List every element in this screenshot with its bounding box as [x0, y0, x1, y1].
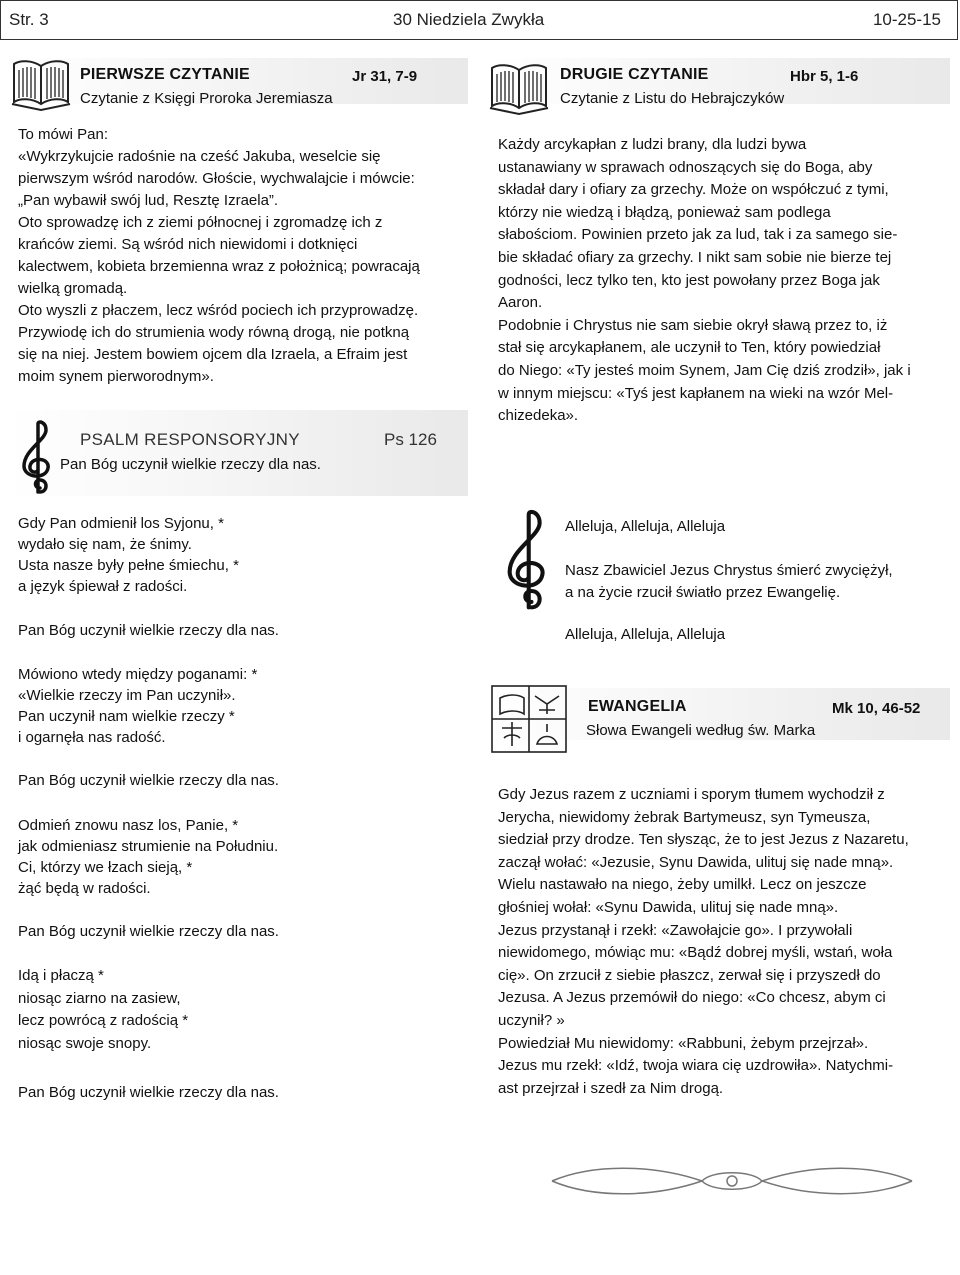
text-line: niosąc ziarno na zasiew,: [18, 989, 181, 1007]
alleluia-verse: a na życie rzucił światło przez Ewangelię.: [565, 584, 841, 601]
text-line: Usta nasze były pełne śmiechu, *: [18, 557, 239, 574]
text-line: niosąc swoje snopy.: [18, 1034, 152, 1052]
page-date: 10-25-15: [872, 10, 941, 29]
text-line: godności, lecz tylko ten, kto jest powołany przez Boga jak: [498, 271, 880, 289]
text-line: bie składać ofiary za grzechy. I nikt sam sobie nie bierze tej: [498, 248, 892, 266]
text-line: zaczął wołać: «Jezusie, Synu Dawida, ulituj się nade mną».: [498, 853, 894, 871]
psalm-reference: Ps 126: [384, 430, 437, 449]
ornament-divider-icon: [532, 1162, 932, 1200]
text-line: «Wykrzykujcie radośnie na cześć Jakuba, weselcie się: [18, 148, 381, 165]
first-reading-reference: Jr 31, 7-9: [352, 68, 418, 85]
text-line: Idą i płaczą *: [18, 967, 104, 984]
page-number: Str. 3: [9, 10, 49, 29]
gospel-reference: Mk 10, 46-52: [832, 700, 921, 717]
text-line: moim synem pierworodnym».: [18, 368, 214, 385]
text-line: i ogarnęła nas radość.: [18, 729, 166, 746]
text-line: Gdy Jezus razem z uczniami i sporym tłumem wychodził z: [498, 786, 885, 803]
psalm-stanza: [18, 815, 278, 899]
psalm-refrain: Pan Bóg uczynił wielkie rzeczy dla nas.: [18, 1084, 279, 1101]
gospel-subtitle: Słowa Ewangeli według św. Marka: [586, 722, 816, 739]
text-line: ast przejrzał i szedł za Nim drogą.: [498, 1079, 724, 1097]
sunday-name: 30 Niedziela Zwykła: [393, 10, 545, 29]
first-reading-subtitle: Czytanie z Księgi Proroka Jeremiasza: [80, 90, 333, 107]
text-line: Oto sprowadzę ich z ziemi północnej i zgromadzę ich z: [18, 214, 383, 231]
treble-clef-icon: [496, 506, 556, 616]
text-line: Jezusa. A Jezus przemówił do niego: «Co chcesz, abym ci: [498, 989, 886, 1007]
text-line: a język śpiewał z radości.: [18, 578, 188, 595]
text-line: krańców ziemi. Są wśród nich niewidomi i dotknięci: [18, 236, 358, 253]
gospel-symbols-icon: [490, 684, 568, 754]
text-line: Aaron.: [498, 294, 543, 312]
psalm-title: PSALM RESPONSORYJNY: [80, 430, 300, 449]
text-line: Jerycha, niewidomy żebrak Bartymeusz, syn Tymeusza,: [498, 808, 871, 826]
second-reading-text: [498, 134, 953, 428]
text-line: którzy nie wiedzą i błądzą, ponieważ sam podlega: [498, 203, 831, 221]
second-reading-reference: Hbr 5, 1-6: [790, 68, 859, 85]
text-line: uczynił? »: [498, 1011, 565, 1029]
text-line: Pan uczynił nam wielkie rzeczy *: [18, 708, 235, 725]
text-line: wielką gromadą.: [18, 280, 128, 297]
text-line: To mówi Pan:: [18, 126, 109, 143]
text-line: się na niej. Jestem bowiem ojcem dla Izraela, a Efraim jest: [18, 346, 408, 363]
psalm-header: [10, 410, 468, 496]
text-line: niewidomego, mówiąc mu: «Bądź dobrej myśli, wstań, woła: [498, 944, 893, 962]
text-line: do Niego: «Ty jesteś moim Synem, Jam Cię dziś zrodził», jak i: [498, 361, 911, 379]
text-line: Wielu nastawało na niego, żeby umilkł. Lecz on jeszcze: [498, 876, 867, 894]
text-line: chizedeka».: [498, 407, 579, 425]
text-line: pierwszym wśród narodów. Głoście, wychwalajcie i mówcie:: [18, 170, 415, 187]
text-line: kalectwem, kobieta brzemienna wraz z położnicą; powracają: [18, 258, 420, 275]
text-line: głośniej wołał: «Synu Dawida, ulituj się nade mną».: [498, 898, 839, 916]
text-line: jak odmieniasz strumienie na Południu.: [18, 838, 279, 855]
text-line: Gdy Pan odmienił los Syjonu, *: [18, 515, 224, 532]
text-line: żąć będą w radości.: [18, 880, 151, 897]
text-line: w innym miejscu: «Tyś jest kapłanem na wieki na wzór Mel-: [498, 384, 894, 402]
text-line: cię». On zrzucił z siebie płaszcz, zerwał się i przyszedł do: [498, 966, 881, 984]
psalm-response: Pan Bóg uczynił wielkie rzeczy dla nas.: [60, 456, 321, 473]
psalm-stanza: [18, 513, 239, 597]
text-line: Oto wyszli z płaczem, lecz wśród pociech ich przyprowadzę.: [18, 302, 419, 319]
text-line: Odmień znowu nasz los, Panie, *: [18, 817, 239, 834]
psalm-refrain: Pan Bóg uczynił wielkie rzeczy dla nas.: [18, 622, 279, 639]
second-reading-subtitle: Czytanie z Listu do Hebrajczyków: [560, 90, 785, 107]
alleluia-verse: Nasz Zbawiciel Jezus Chrystus śmierć zwyciężył,: [565, 562, 893, 579]
text-line: siedział przy drodze. Ten słysząc, że to jest Jezus z Nazaretu,: [498, 831, 909, 849]
psalm-stanza: [18, 664, 257, 748]
open-book-icon: [488, 60, 550, 116]
text-line: Jezus mu rzekł: «Idź, twoja wiara cię uzdrowiła». Natychmi-: [498, 1057, 894, 1075]
text-line: Każdy arcykapłan z ludzi brany, dla ludzi bywa: [498, 136, 807, 153]
text-line: Ci, którzy we łzach sieją, *: [18, 859, 193, 876]
text-line: ustanawiany w sprawach odnoszących się do Boga, aby: [498, 158, 873, 176]
text-line: lecz powrócą z radością *: [18, 1012, 189, 1029]
text-line: wydało się nam, że śnimy.: [18, 536, 192, 553]
text-line: «Wielkie rzeczy im Pan uczynił».: [18, 687, 236, 704]
second-reading-title: DRUGIE CZYTANIE: [560, 66, 709, 83]
text-line: Przywiodę ich do strumienia wody równą drogą, nie potkną: [18, 324, 410, 341]
open-book-icon: [10, 56, 72, 112]
text-line: „Pan wybawił swój lud, Resztę Izraela”.: [18, 192, 279, 209]
alleluia-line: Alleluja, Alleluja, Alleluja: [565, 518, 726, 535]
text-line: Powiedział Mu niewidomy: «Rabbuni, żebym przejrzał».: [498, 1034, 869, 1052]
psalm-refrain: Pan Bóg uczynił wielkie rzeczy dla nas.: [18, 923, 279, 940]
first-reading-text: [18, 124, 473, 388]
psalm-stanza: [18, 965, 188, 1055]
text-line: stał się arcykapłanem, ale uczynił to Ten, który powiedział: [498, 339, 881, 357]
text-line: słabościom. Powinien przeto jak za lud, tak i za samego sie-: [498, 226, 898, 244]
gospel-text: [498, 784, 953, 1100]
text-line: składał dary i ofiary za grzechy. Może on współczuć z tymi,: [498, 181, 889, 199]
text-line: Jezus przystanął i rzekł: «Zawołajcie go». I przywołali: [498, 921, 853, 939]
page-header: [0, 0, 958, 40]
text-line: Podobnie i Chrystus nie sam siebie okrył sławą przez to, iż: [498, 316, 888, 334]
psalm-refrain: Pan Bóg uczynił wielkie rzeczy dla nas.: [18, 772, 279, 789]
gospel-title: EWANGELIA: [588, 698, 687, 715]
first-reading-title: PIERWSZE CZYTANIE: [80, 66, 250, 83]
treble-clef-icon: [14, 420, 58, 496]
alleluia-line: Alleluja, Alleluja, Alleluja: [565, 626, 726, 643]
text-line: Mówiono wtedy między poganami: *: [18, 666, 258, 683]
